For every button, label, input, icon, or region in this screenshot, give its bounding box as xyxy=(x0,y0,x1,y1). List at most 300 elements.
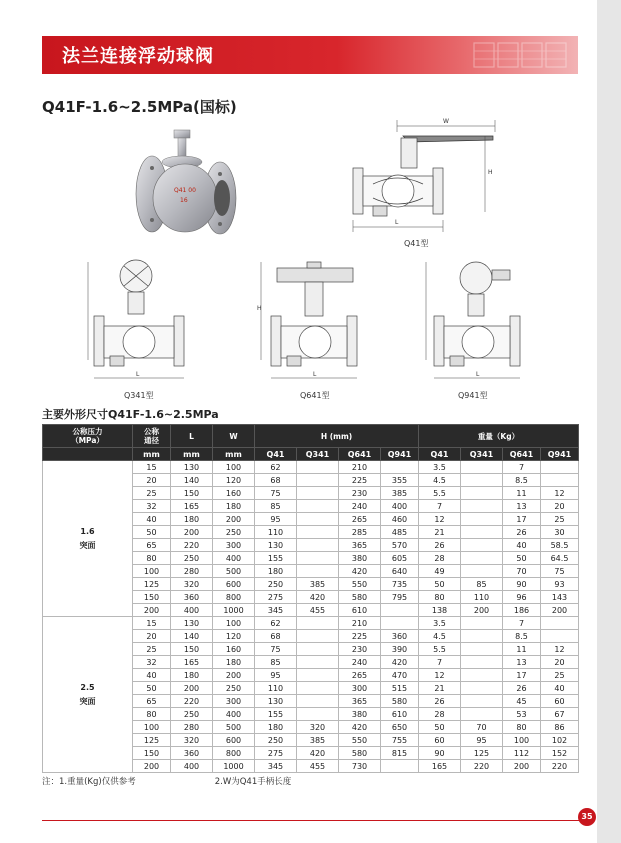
table-cell xyxy=(381,604,419,617)
table-cell: 75 xyxy=(255,643,297,656)
table-cell: 85 xyxy=(255,656,297,669)
table-cell: 62 xyxy=(255,461,297,474)
table-cell: 110 xyxy=(255,682,297,695)
table-cell: 130 xyxy=(171,461,213,474)
table-cell: 200 xyxy=(461,604,503,617)
table-cell: 68 xyxy=(255,474,297,487)
banner-decoration xyxy=(472,39,572,71)
table-cell xyxy=(461,565,503,578)
table-cell: 165 xyxy=(171,656,213,669)
table-title: 主要外形尺寸Q41F-1.6~2.5MPa xyxy=(42,408,219,421)
face-type: 突面 xyxy=(79,696,96,706)
table-cell: 345 xyxy=(255,760,297,773)
table-cell: 15 xyxy=(133,461,171,474)
table-cell: 380 xyxy=(339,708,381,721)
table-cell: 200 xyxy=(503,760,541,773)
table-cell: 12 xyxy=(541,487,579,500)
table-cell: 90 xyxy=(503,578,541,591)
table-cell: 20 xyxy=(541,656,579,669)
table-cell: 300 xyxy=(213,539,255,552)
table-cell: 1000 xyxy=(213,760,255,773)
table-cell: 320 xyxy=(171,734,213,747)
table-cell: 100 xyxy=(133,565,171,578)
table-cell: 230 xyxy=(339,487,381,500)
table-cell: 265 xyxy=(339,669,381,682)
page-side-strip xyxy=(597,0,621,843)
table-cell: 26 xyxy=(419,539,461,552)
table-cell: 100 xyxy=(213,461,255,474)
table-cell: 152 xyxy=(541,747,579,760)
table-cell: 17 xyxy=(503,513,541,526)
table-cell: 815 xyxy=(381,747,419,760)
table-cell: 250 xyxy=(213,682,255,695)
table-cell xyxy=(297,461,339,474)
header-w: W xyxy=(213,425,255,448)
table-cell: 300 xyxy=(339,682,381,695)
table-cell: 7 xyxy=(503,461,541,474)
table-cell xyxy=(297,682,339,695)
header-sub: Q41 xyxy=(255,448,297,461)
page-title: 法兰连接浮动球阀 xyxy=(62,46,214,67)
pressure-value: 1.6 xyxy=(80,526,95,536)
table-cell: 200 xyxy=(171,682,213,695)
table-cell: 210 xyxy=(339,617,381,630)
table-cell: 50 xyxy=(503,552,541,565)
table-cell: 250 xyxy=(171,708,213,721)
table-cell: 20 xyxy=(133,630,171,643)
table-cell: 155 xyxy=(255,552,297,565)
table-cell: 755 xyxy=(381,734,419,747)
table-cell: 470 xyxy=(381,669,419,682)
table-cell: 130 xyxy=(255,695,297,708)
table-row xyxy=(43,461,579,474)
table-cell xyxy=(461,487,503,500)
table-cell: 165 xyxy=(419,760,461,773)
table-cell: 420 xyxy=(339,565,381,578)
table-cell xyxy=(297,500,339,513)
table-cell: 230 xyxy=(339,643,381,656)
header-sub: Q41 xyxy=(419,448,461,461)
table-cell: 220 xyxy=(171,539,213,552)
table-cell: 455 xyxy=(297,604,339,617)
note-1: 注：1.重量(Kg)仅供参考 xyxy=(42,777,136,787)
table-cell: 400 xyxy=(381,500,419,513)
table-cell: 250 xyxy=(213,526,255,539)
table-cell: 150 xyxy=(133,591,171,604)
header-sub: mm xyxy=(213,448,255,461)
table-cell: 5.5 xyxy=(419,643,461,656)
table-cell: 200 xyxy=(133,760,171,773)
table-cell: 485 xyxy=(381,526,419,539)
table-cell: 13 xyxy=(503,656,541,669)
dim-h-label: H xyxy=(488,169,493,176)
table-cell: 420 xyxy=(339,721,381,734)
dim-w-label: W xyxy=(443,118,449,125)
header-h: H (mm) xyxy=(255,425,419,448)
table-cell: 400 xyxy=(213,552,255,565)
table-cell: 138 xyxy=(419,604,461,617)
table-cell: 345 xyxy=(255,604,297,617)
table-cell: 80 xyxy=(419,591,461,604)
table-cell: 385 xyxy=(381,487,419,500)
table-cell: 86 xyxy=(541,721,579,734)
caption-q641: Q641型 xyxy=(300,391,330,400)
header-sub: mm xyxy=(171,448,213,461)
notes xyxy=(42,775,578,787)
table-cell: 420 xyxy=(297,747,339,760)
header-dn: 公称 通径 xyxy=(133,425,171,448)
table-cell xyxy=(461,526,503,539)
caption-q941: Q941型 xyxy=(458,391,488,400)
table-cell: 225 xyxy=(339,630,381,643)
table-cell: 5.5 xyxy=(419,487,461,500)
table-cell: 200 xyxy=(213,669,255,682)
table-cell: 4.5 xyxy=(419,474,461,487)
table-cell: 26 xyxy=(419,695,461,708)
table-cell: 40 xyxy=(133,669,171,682)
table-cell: 600 xyxy=(213,734,255,747)
table-cell: 795 xyxy=(381,591,419,604)
table-cell: 30 xyxy=(541,526,579,539)
table-cell: 285 xyxy=(339,526,381,539)
table-cell xyxy=(461,513,503,526)
table-cell: 20 xyxy=(133,474,171,487)
table-cell xyxy=(381,760,419,773)
table-cell: 21 xyxy=(419,682,461,695)
table-cell: 400 xyxy=(213,708,255,721)
table-cell: 180 xyxy=(171,669,213,682)
table-cell: 40 xyxy=(133,513,171,526)
table-cell: 225 xyxy=(339,474,381,487)
table-cell: 365 xyxy=(339,695,381,708)
table-cell: 180 xyxy=(213,656,255,669)
table-cell: 160 xyxy=(213,487,255,500)
table-cell: 100 xyxy=(503,734,541,747)
header-sub: Q641 xyxy=(339,448,381,461)
table-cell: 85 xyxy=(255,500,297,513)
table-cell: 45 xyxy=(503,695,541,708)
q641-drawing xyxy=(255,256,370,386)
caption-q41: Q41型 xyxy=(404,239,429,248)
table-cell: 240 xyxy=(339,656,381,669)
table-cell: 120 xyxy=(213,630,255,643)
table-cell: 12 xyxy=(541,643,579,656)
table-cell: 3.5 xyxy=(419,617,461,630)
table-cell xyxy=(461,643,503,656)
page-number: 35 xyxy=(578,808,596,826)
note-2: 2.W为Q41手柄长度 xyxy=(214,777,292,787)
table-cell: 610 xyxy=(381,708,419,721)
table-cell xyxy=(541,630,579,643)
table-cell: 40 xyxy=(541,682,579,695)
table-cell: 28 xyxy=(419,552,461,565)
table-cell: 150 xyxy=(133,747,171,760)
table-cell: 25 xyxy=(133,487,171,500)
table-cell xyxy=(461,461,503,474)
table-cell: 49 xyxy=(419,565,461,578)
table-cell: 250 xyxy=(255,734,297,747)
table-cell xyxy=(297,539,339,552)
table-cell: 102 xyxy=(541,734,579,747)
table-cell: 355 xyxy=(381,474,419,487)
dim-l-label: L xyxy=(476,371,480,378)
table-cell: 400 xyxy=(171,760,213,773)
table-cell: 360 xyxy=(171,591,213,604)
table-cell: 1000 xyxy=(213,604,255,617)
header-l: L xyxy=(171,425,213,448)
table-cell: 7 xyxy=(419,656,461,669)
table-cell: 50 xyxy=(419,721,461,734)
table-cell xyxy=(541,617,579,630)
table-cell: 186 xyxy=(503,604,541,617)
header-pressure: 公称压力 （MPa） xyxy=(43,425,133,448)
table-cell: 580 xyxy=(381,695,419,708)
table-cell: 580 xyxy=(339,747,381,760)
table-cell xyxy=(461,682,503,695)
table-cell: 125 xyxy=(133,734,171,747)
table-cell: 112 xyxy=(503,747,541,760)
valve-photo xyxy=(130,128,240,243)
table-cell: 93 xyxy=(541,578,579,591)
table-cell xyxy=(541,461,579,474)
header-sub: Q641 xyxy=(503,448,541,461)
table-cell: 610 xyxy=(339,604,381,617)
header-sub: Q341 xyxy=(461,448,503,461)
table-cell: 400 xyxy=(171,604,213,617)
caption-q341: Q341型 xyxy=(124,391,154,400)
dim-h-label: H xyxy=(257,305,262,312)
table-cell: 500 xyxy=(213,721,255,734)
table-cell: 50 xyxy=(419,578,461,591)
casting-mark-2: 16 xyxy=(180,197,188,204)
table-cell: 11 xyxy=(503,643,541,656)
table-cell xyxy=(461,539,503,552)
table-cell xyxy=(297,487,339,500)
table-cell xyxy=(461,695,503,708)
table-cell xyxy=(297,695,339,708)
table-cell: 96 xyxy=(503,591,541,604)
table-cell: 95 xyxy=(255,669,297,682)
footer-rule xyxy=(42,820,580,821)
table-cell: 155 xyxy=(255,708,297,721)
table-cell: 730 xyxy=(339,760,381,773)
table-cell: 85 xyxy=(461,578,503,591)
table-cell: 125 xyxy=(133,578,171,591)
table-cell: 500 xyxy=(213,565,255,578)
table-cell: 62 xyxy=(255,617,297,630)
table-cell xyxy=(461,708,503,721)
table-cell: 385 xyxy=(297,734,339,747)
table-cell: 150 xyxy=(171,487,213,500)
table-cell xyxy=(381,617,419,630)
table-cell: 420 xyxy=(297,591,339,604)
table-cell xyxy=(297,513,339,526)
table-cell: 320 xyxy=(297,721,339,734)
table-cell xyxy=(297,669,339,682)
table-cell: 25 xyxy=(541,669,579,682)
table-cell: 11 xyxy=(503,487,541,500)
table-cell: 280 xyxy=(171,565,213,578)
table-cell: 735 xyxy=(381,578,419,591)
table-cell xyxy=(461,500,503,513)
table-cell: 32 xyxy=(133,656,171,669)
q41-drawing xyxy=(345,112,505,237)
table-cell: 365 xyxy=(339,539,381,552)
table-cell: 180 xyxy=(255,721,297,734)
table-cell: 32 xyxy=(133,500,171,513)
dim-l-label: L xyxy=(136,371,140,378)
pressure-value: 2.5 xyxy=(80,682,95,692)
table-cell: 50 xyxy=(133,526,171,539)
table-cell: 180 xyxy=(171,513,213,526)
table-cell xyxy=(461,656,503,669)
table-cell: 605 xyxy=(381,552,419,565)
table-cell xyxy=(461,474,503,487)
table-cell xyxy=(297,552,339,565)
table-cell: 12 xyxy=(419,513,461,526)
table-cell: 110 xyxy=(255,526,297,539)
table-cell: 64.5 xyxy=(541,552,579,565)
table-cell: 165 xyxy=(171,500,213,513)
table-cell: 640 xyxy=(381,565,419,578)
table-cell: 600 xyxy=(213,578,255,591)
table-cell: 26 xyxy=(503,682,541,695)
table-cell: 25 xyxy=(133,643,171,656)
table-cell: 280 xyxy=(171,721,213,734)
table-row xyxy=(43,617,579,630)
table-cell: 3.5 xyxy=(419,461,461,474)
table-cell: 130 xyxy=(255,539,297,552)
table-cell xyxy=(297,656,339,669)
table-cell: 7 xyxy=(419,500,461,513)
casting-mark-1: Q41 00 xyxy=(174,187,196,194)
q341-drawing xyxy=(84,256,194,386)
header-sub: mm xyxy=(133,448,171,461)
table-cell xyxy=(297,643,339,656)
table-cell xyxy=(381,461,419,474)
table-body xyxy=(43,461,579,773)
table-cell: 125 xyxy=(461,747,503,760)
table-cell: 265 xyxy=(339,513,381,526)
dim-l-label: L xyxy=(395,219,399,226)
table-cell: 210 xyxy=(339,461,381,474)
header-sub: Q941 xyxy=(541,448,579,461)
table-cell: 26 xyxy=(503,526,541,539)
table-cell: 20 xyxy=(541,500,579,513)
table-cell: 220 xyxy=(461,760,503,773)
table-cell: 420 xyxy=(381,656,419,669)
table-cell: 550 xyxy=(339,578,381,591)
face-type: 突面 xyxy=(79,540,96,550)
dim-l-label: L xyxy=(313,371,317,378)
table-cell xyxy=(297,617,339,630)
header-sub: Q341 xyxy=(297,448,339,461)
table-cell: 95 xyxy=(255,513,297,526)
table-cell: 390 xyxy=(381,643,419,656)
table-cell: 380 xyxy=(339,552,381,565)
table-cell: 67 xyxy=(541,708,579,721)
header-weight: 重量（Kg） xyxy=(419,425,579,448)
table-cell xyxy=(461,617,503,630)
model-title: Q41F-1.6~2.5MPa(国标) xyxy=(42,98,237,116)
table-cell: 80 xyxy=(133,708,171,721)
table-cell: 150 xyxy=(171,643,213,656)
table-cell: 320 xyxy=(171,578,213,591)
table-cell: 200 xyxy=(133,604,171,617)
table-cell: 240 xyxy=(339,500,381,513)
table-cell: 130 xyxy=(171,617,213,630)
table-cell: 100 xyxy=(213,617,255,630)
header-sub-blank xyxy=(43,448,133,461)
table-cell: 40 xyxy=(503,539,541,552)
table-cell xyxy=(297,708,339,721)
table-cell: 58.5 xyxy=(541,539,579,552)
table-cell: 15 xyxy=(133,617,171,630)
table-cell: 120 xyxy=(213,474,255,487)
table-cell: 250 xyxy=(255,578,297,591)
table-cell: 360 xyxy=(171,747,213,760)
table-cell: 275 xyxy=(255,747,297,760)
table-cell: 80 xyxy=(503,721,541,734)
table-cell: 90 xyxy=(419,747,461,760)
table-cell xyxy=(297,526,339,539)
table-cell: 580 xyxy=(339,591,381,604)
table-cell: 160 xyxy=(213,643,255,656)
table-cell: 650 xyxy=(381,721,419,734)
table-cell xyxy=(297,630,339,643)
table-cell xyxy=(541,474,579,487)
q941-drawing xyxy=(418,256,533,386)
table-cell: 200 xyxy=(541,604,579,617)
table-cell: 75 xyxy=(541,565,579,578)
table-cell: 550 xyxy=(339,734,381,747)
table-cell: 200 xyxy=(213,513,255,526)
table-cell: 70 xyxy=(503,565,541,578)
table-cell: 4.5 xyxy=(419,630,461,643)
table-cell: 50 xyxy=(133,682,171,695)
table-cell: 80 xyxy=(133,552,171,565)
table-cell: 7 xyxy=(503,617,541,630)
table-cell: 455 xyxy=(297,760,339,773)
pressure-group-cell xyxy=(43,461,133,617)
table-cell: 60 xyxy=(541,695,579,708)
table-cell: 800 xyxy=(213,591,255,604)
table-cell: 140 xyxy=(171,474,213,487)
table-cell: 70 xyxy=(461,721,503,734)
table-cell: 220 xyxy=(541,760,579,773)
table-cell: 385 xyxy=(297,578,339,591)
table-cell xyxy=(461,669,503,682)
table-cell: 21 xyxy=(419,526,461,539)
table-cell: 12 xyxy=(419,669,461,682)
table-cell: 515 xyxy=(381,682,419,695)
table-cell: 250 xyxy=(171,552,213,565)
table-cell: 8.5 xyxy=(503,474,541,487)
table-cell xyxy=(297,565,339,578)
table-cell: 28 xyxy=(419,708,461,721)
table-cell: 110 xyxy=(461,591,503,604)
table-cell: 25 xyxy=(541,513,579,526)
table-cell xyxy=(461,630,503,643)
table-cell: 53 xyxy=(503,708,541,721)
table-cell: 180 xyxy=(213,500,255,513)
table-cell: 570 xyxy=(381,539,419,552)
table-cell: 65 xyxy=(133,695,171,708)
pressure-group-cell xyxy=(43,617,133,773)
table-cell xyxy=(297,474,339,487)
table-cell: 220 xyxy=(171,695,213,708)
table-cell: 300 xyxy=(213,695,255,708)
